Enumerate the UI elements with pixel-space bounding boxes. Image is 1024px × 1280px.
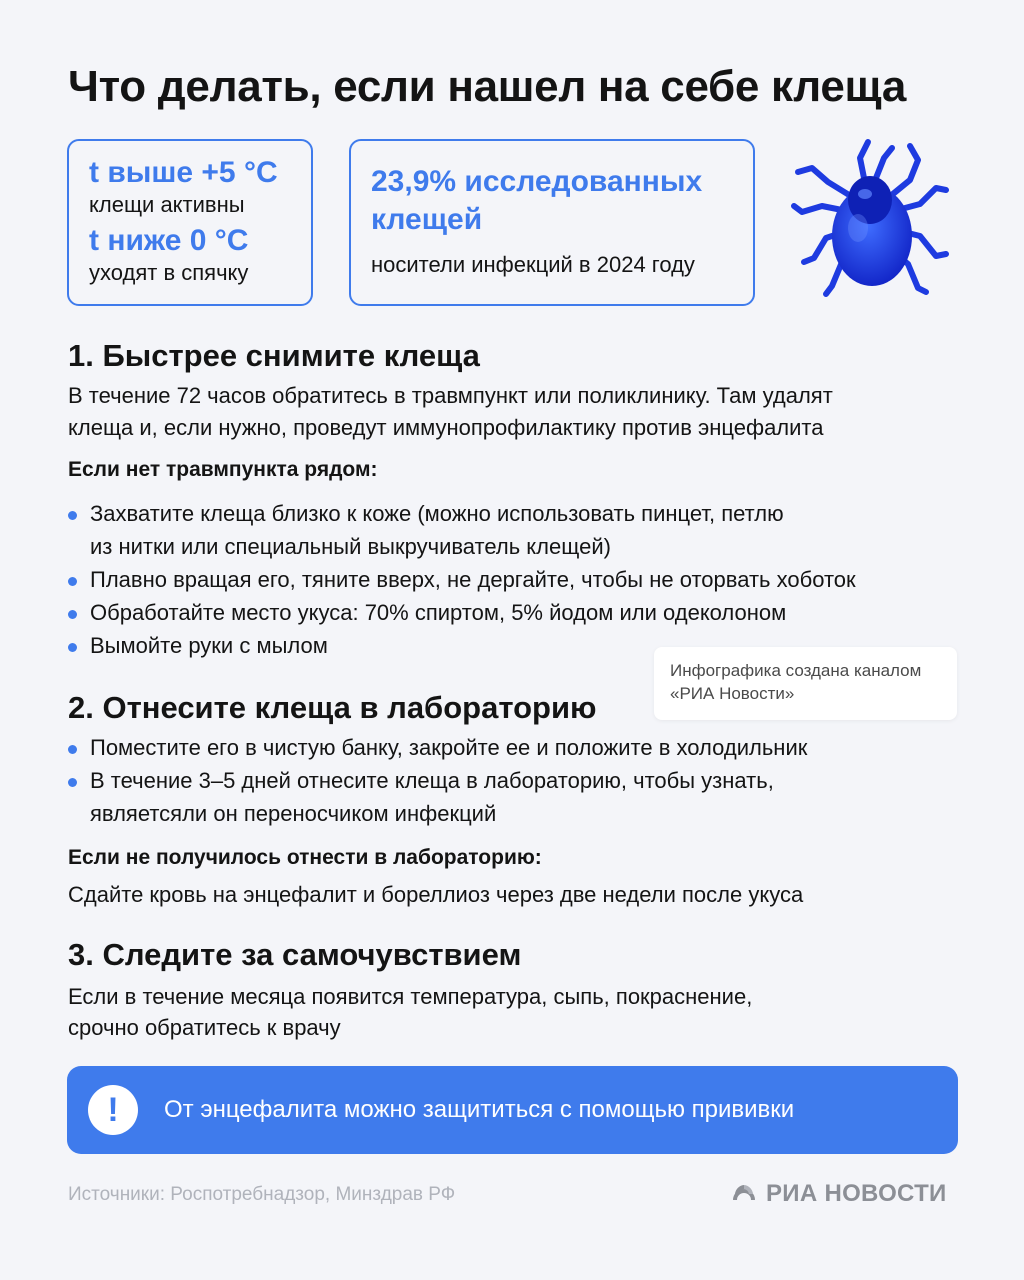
infection-stat-note: носители инфекций в 2024 году [371,252,695,277]
bullet-icon [68,643,77,652]
high-temp-value: t выше +5 °С [89,156,278,189]
section1-subheading: Если нет травмпункта рядом: [68,458,378,481]
section2-list [68,731,968,830]
section2-subheading: Если не получилось отнести в лабораторию: [68,846,542,869]
section1-list [68,497,968,662]
list-item: Захватите клеща близко к коже (можно использовать пинцет, петлю из нитки или специальный выкручиватель клещей) [68,497,968,563]
vaccination-banner [67,1066,958,1154]
exclamation-icon: ! [88,1085,138,1135]
section2-heading: 2. Отнесите клеща в лабораторию [68,690,597,725]
bullet-icon [68,610,77,619]
tick-icon [786,128,956,318]
list-item: Вымойте руки с мылом [68,629,968,662]
sources-text: Источники: Роспотребнадзор, Минздрав РФ [68,1184,456,1205]
ria-logo [730,1180,947,1208]
credit-note: Инфографика создана каналом «РИА Новости» [654,647,957,720]
bullet-icon [68,745,77,754]
section1-intro-line1: В течение 72 часов обратитесь в травмпункт или поликлинику. Там удалят [68,383,833,408]
bullet-icon [68,577,77,586]
ria-logo-icon [730,1180,758,1208]
banner-text: От энцефалита можно защититься с помощью прививки [164,1096,795,1123]
bullet-icon [68,511,77,520]
section1-heading: 1. Быстрее снимите клеща [68,338,480,373]
list-item: Обработайте место укуса: 70% спиртом, 5% йодом или одеколоном [68,596,968,629]
page-title: Что делать, если нашел на себе клеща [68,62,907,111]
section3-line2: срочно обратитесь к врачу [68,1015,341,1040]
section3-line1: Если в течение месяца появится температура, сыпь, покраснение, [68,984,753,1009]
high-temp-note: клещи активны [89,192,245,217]
section1-intro-line2: клеща и, если нужно, проведут иммунопрофилактику против энцефалита [68,415,824,440]
section3-heading: 3. Следите за самочувствием [68,937,522,972]
list-item: В течение 3–5 дней отнесите клеща в лабораторию, чтобы узнать, являетсяли он переносчиком инфекций [68,764,968,830]
infection-stat-box [349,139,755,306]
list-item: Поместите его в чистую банку, закройте ее и положите в холодильник [68,731,968,764]
list-item: Плавно вращая его, тяните вверх, не дергайте, чтобы не оторвать хоботок [68,563,968,596]
section2-note: Сдайте кровь на энцефалит и бореллиоз через две недели после укуса [68,882,804,907]
ria-logo-text: РИА НОВОСТИ [766,1180,947,1207]
infection-stat-value: 23,9% исследованных клещей [371,165,703,236]
low-temp-note: уходят в спячку [89,260,249,285]
temperature-info-box [67,139,313,306]
low-temp-value: t ниже 0 °С [89,224,249,257]
bullet-icon [68,778,77,787]
